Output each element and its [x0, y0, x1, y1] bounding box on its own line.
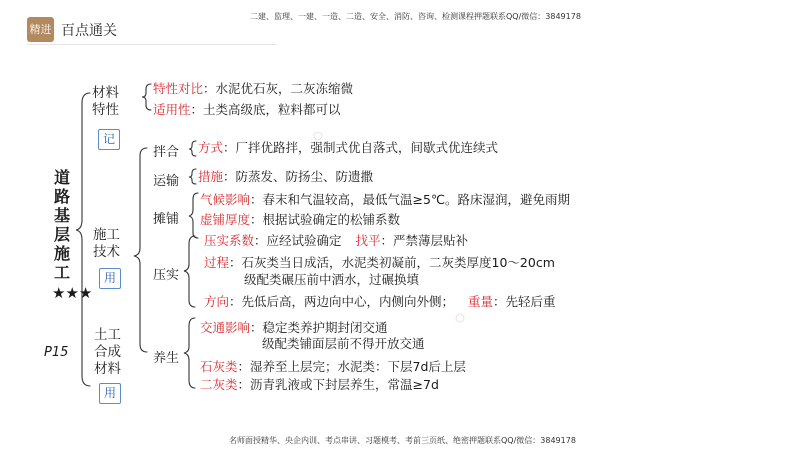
key-direction: 方向: [204, 294, 230, 309]
text-process: ：石灰类当日成活，水泥类初凝前，二灰类厚度10～20cm: [229, 255, 555, 270]
compaction-row-process: [204, 255, 555, 271]
materials-bracket: [142, 84, 151, 110]
key-weight: 重量: [468, 294, 494, 309]
brand-logo: 精进: [27, 17, 54, 42]
text-direction: ：先低后高，两边向中心，内侧向外侧；: [229, 294, 455, 309]
key-loose-thickness: 虚铺厚度: [200, 212, 251, 227]
text-applicability: ：土类高级底，粒料都可以: [190, 102, 341, 117]
text-climate-impact: ：春末和气温较高，最低气温≥5℃。路床湿润，避免雨期: [250, 192, 570, 207]
compaction-label: 压实: [153, 268, 180, 283]
mixing-label: 拌合: [153, 145, 180, 160]
materials-row-comparison: [153, 81, 353, 97]
paving-label: 摊铺: [153, 212, 180, 227]
main-bracket: [76, 93, 90, 386]
construction-label-line2: 技术: [93, 244, 120, 260]
text-lime-flyash-type: ：沥青乳液或下封层养生，常温≥7d: [237, 377, 439, 392]
text-leveling: ：严禁薄层贴补: [380, 233, 469, 248]
paving-row-loose-thickness: [200, 212, 400, 228]
text-mixing-method: ：厂拌优路拌，强制式优自落式，间歇式优连续式: [223, 140, 499, 155]
transport-row: [198, 169, 373, 185]
key-lime-type: 石灰类: [200, 359, 238, 374]
materials-label-line2: 特性: [92, 102, 119, 118]
text-loose-thickness: ：根据试验确定的松铺系数: [250, 212, 401, 227]
text-traffic-impact: ：稳定类养护期封闭交通: [250, 320, 388, 335]
tag-apply-geosynthetics: 用: [99, 383, 121, 404]
topic-title: 道路基层施工: [53, 168, 70, 282]
paving-row-climate: [200, 192, 570, 208]
key-climate-impact: 气候影响: [200, 192, 251, 207]
materials-row-applicability: [153, 102, 341, 118]
curing-label: 养生: [153, 351, 180, 366]
curing-row-traffic-cont: 级配类铺面层前不得开放交通: [262, 336, 425, 351]
tag-memorize: 记: [98, 129, 120, 150]
compaction-row-direction: [204, 294, 556, 310]
header-contact: 二建、监理、一建、一造、二造、安全、消防、咨询、检测课程押题联系QQ/微信：3849178: [250, 12, 581, 21]
compaction-row-process-cont: 级配类碾压前中洒水，过碾换填: [244, 272, 420, 287]
compaction-bracket: [184, 236, 195, 307]
text-property-comparison: ：水泥优石灰，二灰冻缩微: [203, 81, 354, 96]
key-traffic-impact: 交通影响: [200, 320, 251, 335]
key-transport-measures: 措施: [198, 169, 224, 184]
text-weight: ：先轻后重: [493, 294, 556, 309]
header-title: 百点通关: [61, 23, 117, 39]
key-property-comparison: 特性对比: [153, 81, 204, 96]
key-process: 过程: [204, 255, 230, 270]
text-transport-measures: ：防蒸发、防扬尘、防遗撒: [223, 169, 374, 184]
geosynthetics-label-line1: 土工: [94, 327, 121, 343]
curing-bracket: [184, 318, 195, 388]
text-compaction-coefficient: ：应经试验确定: [254, 233, 342, 248]
footer-contact: 名师面授精华、央企内训、考点串讲、习题模考、考前三页纸、绝密押题联系QQ/微信：3849178: [229, 436, 576, 445]
key-lime-flyash-type: 二灰类: [200, 377, 238, 392]
construction-label-line1: 施工: [93, 227, 120, 243]
watermark-seal-1: [314, 132, 322, 140]
key-compaction-coefficient: 压实系数: [204, 233, 255, 248]
compaction-row-coefficient: [204, 233, 468, 249]
geosynthetics-label-line3: 材料: [94, 361, 121, 377]
curing-row-lime: [200, 359, 466, 375]
transport-label: 运输: [153, 174, 180, 189]
importance-stars: ★★★: [52, 284, 93, 302]
geosynthetics-label-line2: 合成: [94, 344, 121, 360]
materials-label-line1: 材料: [92, 85, 119, 101]
text-lime-type: ：湿养至上层完；水泥类：下层7d后上层: [237, 359, 466, 374]
mixing-row: [198, 140, 498, 156]
key-leveling: 找平: [355, 233, 381, 248]
watermark-seal-2: [456, 314, 464, 322]
transport-bracket: [189, 169, 196, 184]
curing-row-traffic: [200, 320, 388, 336]
tag-apply-construction: 用: [99, 268, 121, 289]
page-reference: P15: [44, 345, 69, 360]
curing-row-lime-flyash: [200, 377, 439, 393]
paving-bracket: [189, 193, 198, 238]
key-applicability: 适用性: [153, 102, 191, 117]
construction-bracket: [134, 148, 147, 352]
key-mixing-method: 方式: [198, 140, 224, 155]
mixing-bracket: [189, 141, 196, 156]
